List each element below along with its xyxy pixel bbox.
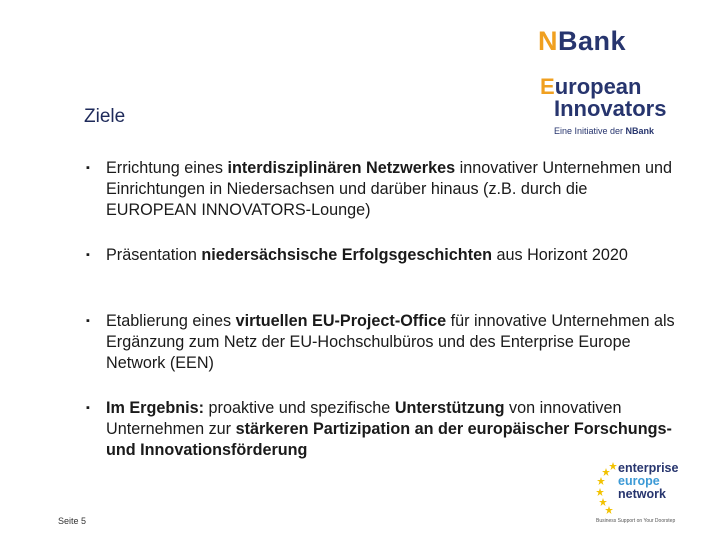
ei-logo-e: E [540,74,555,99]
bold-text-run: virtuellen EU-Project-Office [235,312,447,330]
een-logo [596,456,686,526]
bullet-marker: ▪ [86,315,90,327]
ei-logo-tagline [540,126,666,136]
page-title: Ziele [84,106,126,127]
een-wordmark [618,462,678,501]
bold-text-run: Im Ergebnis: [106,399,205,417]
een-line-network: network [618,487,666,501]
list-item [86,158,676,221]
list-item-text [106,158,676,221]
list-item [86,398,676,461]
list-item-text [106,311,676,374]
text-run: Etablierung eines [106,312,236,330]
ei-logo-line1 [540,76,666,98]
bullet-marker: ▪ [86,162,90,174]
nbank-logo [538,26,626,57]
ei-tagline-text: Eine Initiative der [554,126,626,136]
text-run: proaktive und spezifische [204,399,395,417]
list-item-text [106,245,676,266]
european-innovators-logo [540,76,666,136]
text-run: Präsentation [106,246,202,264]
bold-text-run: Unterstützung [394,399,505,417]
nbank-logo-bank: Bank [558,26,627,56]
list-item [86,311,676,374]
text-run: von innovativen Unternehmen zur [106,399,622,438]
bullet-marker: ▪ [86,249,90,261]
een-line-europe: europe [618,474,660,488]
ei-logo-uropean: uropean [554,74,642,99]
bullet-marker: ▪ [86,402,90,414]
ei-logo-line2: Innovators [554,96,667,121]
nbank-logo-n: N [538,26,558,56]
bold-text-run: interdisziplinären Netzwerkes [227,159,456,177]
list-item-text [106,398,676,461]
bold-text-run: stärkeren Partizipation an der europäischer Forschungs- und Innovationsförderung [106,420,672,459]
eu-stars-icon [596,460,620,516]
text-run: aus Horizont 2020 [491,246,628,264]
ei-tagline-brand: NBank [625,126,655,136]
text-run: für innovative Unternehmen als Ergänzung zum Netz der EU-Hochschulbüros und des Enterprise Europe Network (EEN) [106,312,675,372]
een-subline: Business Support on Your Doorstep [596,518,676,524]
text-run: innovativer Unternehmen und Einrichtungen in Niedersachsen und darüber hinaus (z.B. durch die EUROPEAN INNOVATORS-Lounge) [106,159,672,219]
bold-text-run: niedersächsische Erfolgsgeschichten [201,246,492,264]
list-item [86,245,676,266]
page-number: Seite 5 [58,516,87,526]
text-run: Errichtung eines [106,159,228,177]
een-line-enterprise: enterprise [618,461,679,475]
